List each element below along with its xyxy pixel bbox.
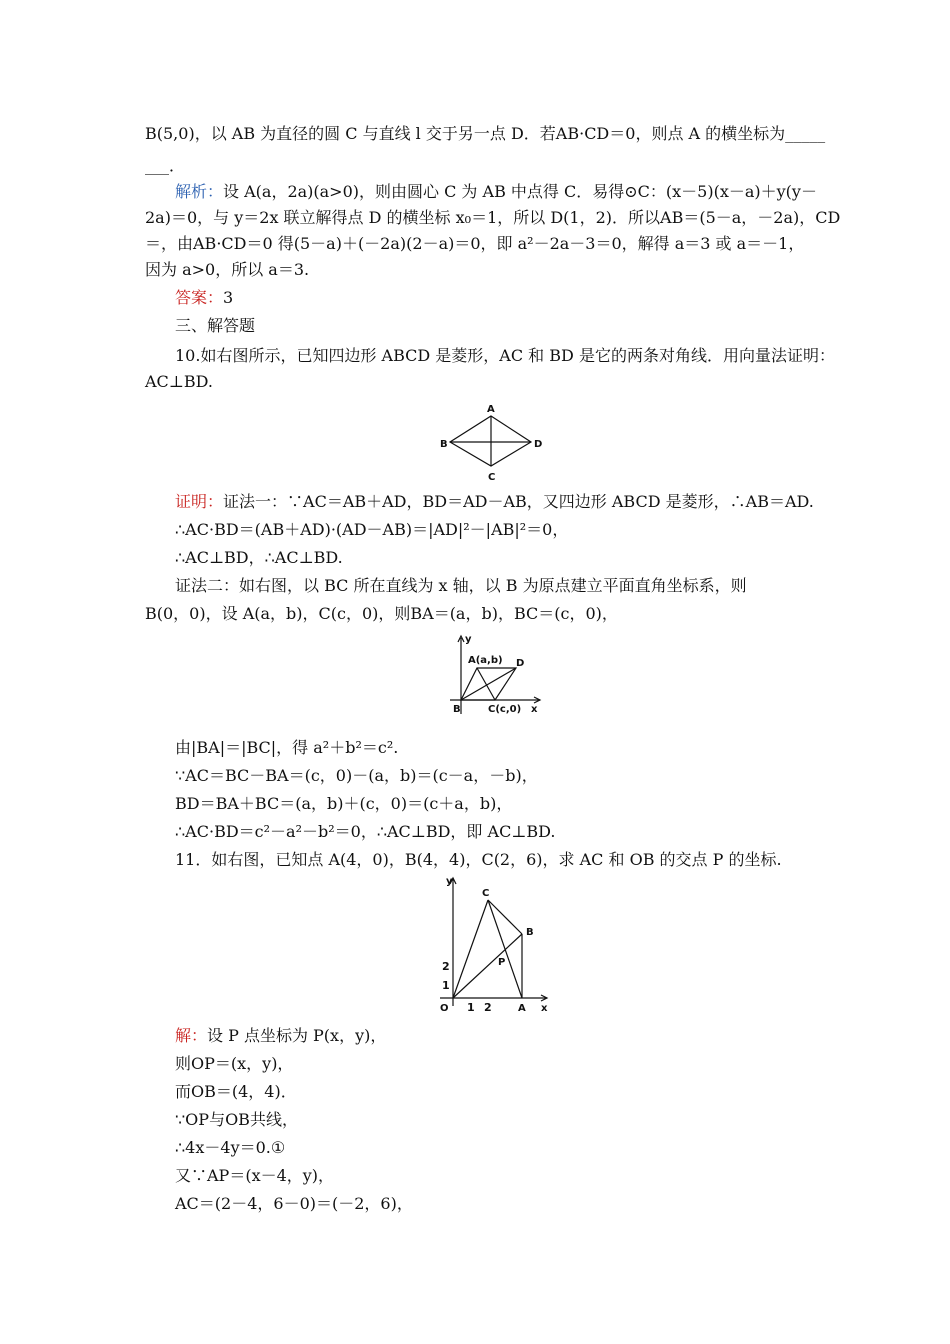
point-p-label: P xyxy=(498,957,506,968)
coordinate-rhombus-figure xyxy=(440,628,550,728)
x-axis-label: x xyxy=(541,1003,548,1014)
text-line: AC＝(2－4，6－0)＝(－2，6)， xyxy=(175,1194,413,1213)
x-tick-1: 1 xyxy=(467,1001,475,1014)
point-a-label: A(a,b) xyxy=(468,655,503,666)
proof-label: 证明： xyxy=(175,492,224,511)
intersection-figure xyxy=(432,868,562,1016)
text-line: ∴AC·BD＝c²－a²－b²＝0，∴AC⊥BD，即 AC⊥BD. xyxy=(175,822,556,841)
text-line: 证法二：如右图，以 BC 所在直线为 x 轴，以 B 为原点建立平面直角坐标系，则 xyxy=(175,576,747,595)
vertex-b-label: B xyxy=(440,439,448,450)
analysis-line xyxy=(175,182,835,204)
text-span: 证法一：∵AC＝AB＋AD，BD＝AD－AB，又四边形 ABCD 是菱形，∴AB＝AD. xyxy=(223,492,814,511)
text-line: ＝，由AB·CD＝0 得(5－a)＋(－2a)(2－a)＝0，即 a²－2a－3＝0，解得 a＝3 或 a＝－1， xyxy=(145,234,805,253)
text-line: B(5,0)，以 AB 为直径的圆 C 与直线 l 交于另一点 D．若AB·CD＝0，则点 A 的横坐标为_____ xyxy=(145,124,826,143)
segment-ob xyxy=(453,934,522,998)
y-tick-1: 1 xyxy=(442,979,450,992)
text-span: 设 A(a，2a)(a>0)，则由圆心 C 为 AB 中点得 C．易得⊙C：(x－5)(x－a)＋y(y－ xyxy=(223,182,817,201)
problem-line: 11．如右图，已知点 A(4，0)，B(4，4)，C(2，6)，求 AC 和 OB 的交点 P 的坐标. xyxy=(175,850,782,869)
text-line: ∴4x－4y＝0.① xyxy=(175,1138,286,1157)
point-c-label: C xyxy=(482,888,490,899)
point-c-label: C(c,0) xyxy=(488,704,522,715)
text-line: ___． xyxy=(145,156,186,175)
text-line: ∵AC＝BC－BA＝(c，0)－(a，b)＝(c－a，－b)， xyxy=(175,766,538,785)
proof-line xyxy=(175,492,835,514)
x-axis-label: x xyxy=(531,704,538,715)
answer-line xyxy=(175,288,835,310)
point-a-label: A xyxy=(518,1003,526,1014)
vertex-a-label: A xyxy=(487,404,495,415)
y-tick-2: 2 xyxy=(442,960,450,973)
text-line: B(0，0)，设 A(a，b)，C(c，0)，则BA＝(a，b)，BC＝(c，0)， xyxy=(145,604,618,623)
diagonal-ac xyxy=(477,668,495,700)
point-b-label: B xyxy=(453,704,461,715)
text-line: ∵OP与OB共线， xyxy=(175,1110,298,1129)
text-line: 则OP＝(x，y)， xyxy=(175,1054,294,1073)
text-line: ∴AC⊥BD，∴AC⊥BD. xyxy=(175,548,343,567)
solution-label: 解： xyxy=(175,1026,208,1045)
text-line: ∴AC·BD＝(AB＋AD)·(AD－AB)＝|AD|²－|AB|²＝0， xyxy=(175,520,569,539)
segment-oc xyxy=(453,900,488,998)
text-line: AC⊥BD. xyxy=(145,372,213,391)
answer-value: 3 xyxy=(223,288,234,307)
text-line: 由|BA|＝|BC|，得 a²＋b²＝c². xyxy=(175,738,399,757)
analysis-label: 解析： xyxy=(175,182,224,201)
text-line: BD＝BA＋BC＝(a，b)＋(c，0)＝(c＋a，b)， xyxy=(175,794,513,813)
answer-label: 答案： xyxy=(175,288,224,307)
point-b-label: B xyxy=(526,927,534,938)
vertex-d-label: D xyxy=(534,439,543,450)
y-axis-label: y xyxy=(465,634,472,645)
solution-line xyxy=(175,1026,835,1048)
section-heading: 三、解答题 xyxy=(175,316,256,335)
text-span: 设 P 点坐标为 P(x，y)， xyxy=(207,1026,387,1045)
rhombus-figure xyxy=(436,400,546,488)
text-line: 而OB＝(4，4)． xyxy=(175,1082,297,1101)
vertex-c-label: C xyxy=(488,472,496,483)
y-axis-label: y xyxy=(446,876,453,887)
text-line: 2a)＝0，与 y＝2x 联立解得点 D 的横坐标 x₀＝1，所以 D(1，2)．所以AB＝(5－a，－2a)，CD xyxy=(145,208,841,227)
origin-label: O xyxy=(440,1003,449,1014)
x-tick-2: 2 xyxy=(484,1001,492,1014)
text-line: 又∵AP＝(x－4，y)， xyxy=(175,1166,335,1185)
point-d-label: D xyxy=(516,658,525,669)
text-line: 因为 a>0，所以 a＝3. xyxy=(145,260,310,279)
problem-line: 10.如右图所示，已知四边形 ABCD 是菱形，AC 和 BD 是它的两条对角线．用向量法证明： xyxy=(175,346,835,365)
segment-cb xyxy=(488,900,522,934)
